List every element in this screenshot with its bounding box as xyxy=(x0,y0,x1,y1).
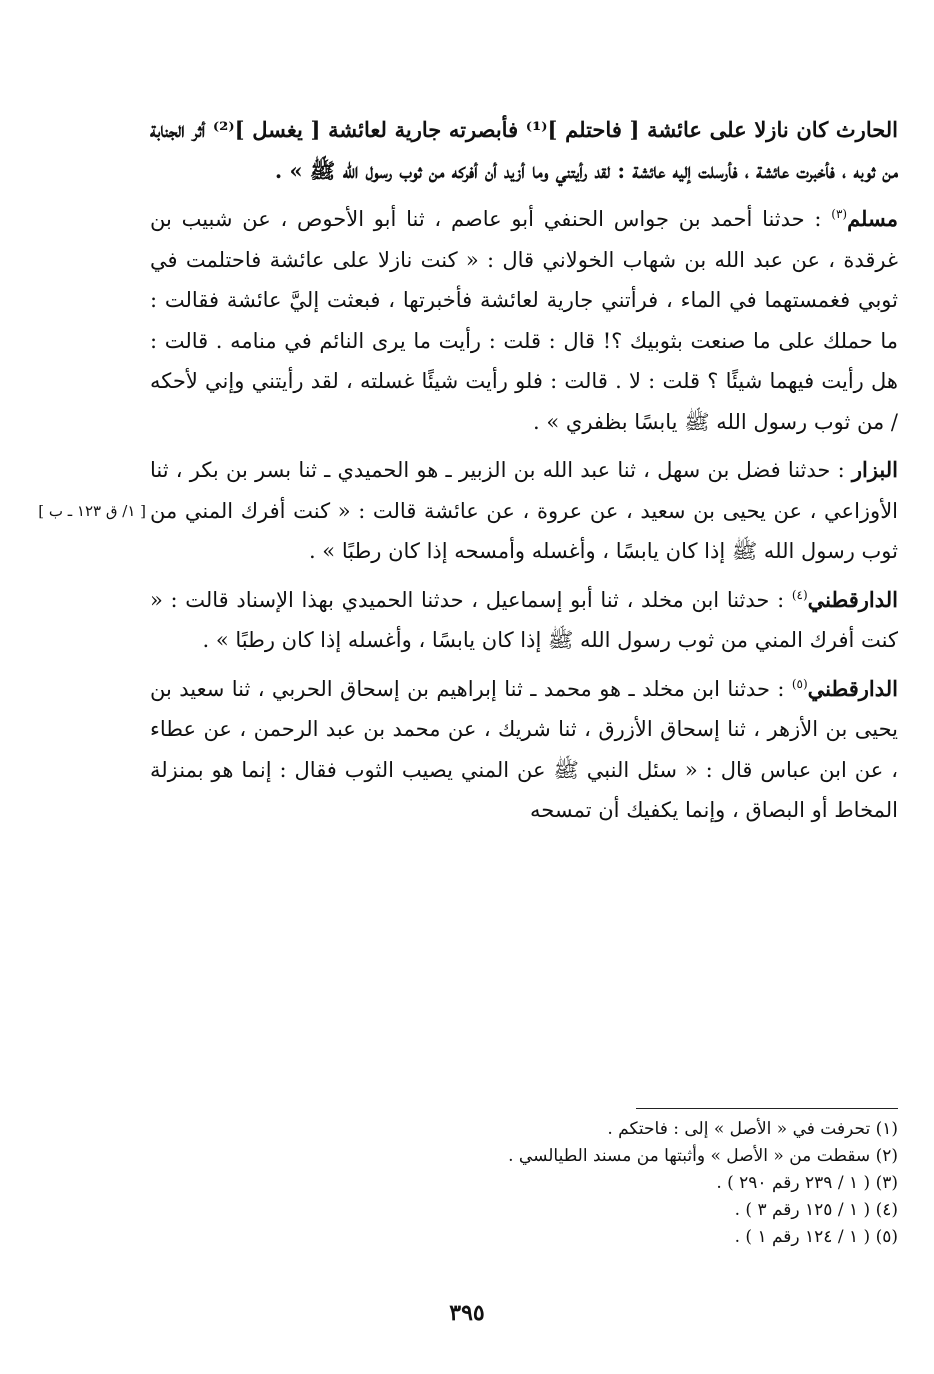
paragraph-5-footnote-ref: (٥) xyxy=(791,676,808,691)
footnote-separator xyxy=(636,1108,898,1109)
paragraph-3-body: : حدثنا فضل بن سهل ، ثنا عبد الله بن الزبير ـ هو الحميدي ـ ثنا بسر بن بكر ، ثنا الأوزاعي ، عن يحيى بن سعيد ، عن عروة ، عن عائشة قالت : « كنت أفرك المني من ثوب رسول الله ﷺ إذا كان يابسًا ، وأغسله وأمسحه إذا كان رطبًا » . xyxy=(150,458,899,563)
footnote-3: (٣) ( ١ / ٢٣٩ رقم ٢٩٠ ) . xyxy=(716,1173,898,1193)
footnotes xyxy=(150,1116,898,1251)
paragraph-3-lead: البزار xyxy=(851,457,898,482)
paragraph-5-body: : حدثنا ابن مخلد ـ هو محمد ـ ثنا إبراهيم بن إسحاق الحربي ، ثنا سعيد بن يحيى بن الأزهر ، ثنا إسحاق الأزرق ، ثنا شريك ، عن محمد بن عبد الرحمن ، عن عطاء ، عن ابن عباس قال : « سئل النبي ﷺ عن المني يصيب الثوب فقال : إنما هو بمنزلة المخاط أو البصاق ، وإنما يكفيك أن تمسحه xyxy=(150,676,898,822)
margin-manuscript-reference: [ ١/ ق ١٢٣ ـ ب ] xyxy=(38,502,146,520)
paragraph-1-body: الحارث كان نازلا على عائشة [ فاحتلم ]⁽¹⁾ فأبصرته جارية لعائشة [ يغسل ]⁽²⁾ أثر الجنابة من ثوبه ، فأخبرت عائشة ، فأرسلت إليه عائشة : لقد رأيتني وما أزيد أن أفركه من ثوب رسول الله ﷺ » . xyxy=(150,117,899,183)
paragraph-5 xyxy=(150,669,898,831)
paragraph-4-body: : حدثنا ابن مخلد ، ثنا أبو إسماعيل ، حدثنا الحميدي بهذا الإسناد قالت : « كنت أفرك المني من ثوب رسول الله ﷺ إذا كان يابسًا ، وأغسله إذا كان رطبًا » . xyxy=(150,587,898,652)
footnote-2: (٢) سقطت من « الأصل » وأثبتها من مسند الطيالسي . xyxy=(508,1146,898,1166)
paragraph-4 xyxy=(150,580,898,661)
paragraph-2-footnote-ref: (٣) xyxy=(831,207,848,221)
page-number: ٣٩٥ xyxy=(449,1300,485,1326)
paragraph-4-lead: الدارقطني xyxy=(807,586,898,612)
footnote-1: (١) تحرفت في « الأصل » إلى : فاحتكم . xyxy=(607,1119,898,1139)
footnote-4: (٤) ( ١ / ١٢٥ رقم ٣ ) . xyxy=(734,1200,898,1220)
main-text xyxy=(150,110,898,839)
footnote-5: (٥) ( ١ / ١٢٤ رقم ١ ) . xyxy=(734,1227,898,1247)
paragraph-2-body: : حدثنا أحمد بن جواس الحنفي أبو عاصم ، ثنا أبو الأحوص ، عن شبيب بن غرقدة ، عن عبد الله بن شهاب الخولاني قال : « كنت نازلا على عائشة فاحتلمت في ثوبي فغمستهما في الماء ، فرأتني جارية لعائشة فأخبرتها ، فبعثت إليَّ عائشة فقالت : ما حملك على ما صنعت بثوبيك ؟! قال : قلت : رأيت ما يرى النائم في منامه . قالت : هل رأيت فيهما شيئًا ؟ قلت : لا . قالت : فلو رأيت شيئًا غسلته ، لقد رأيتني وإني لأحكه / من ثوب رسول الله ﷺ يابسًا بظفري » . xyxy=(150,207,898,434)
paragraph-2 xyxy=(150,199,898,442)
paragraph-2-lead: مسلم xyxy=(847,206,898,231)
paragraph-5-lead: الدارقطني xyxy=(807,675,898,701)
paragraph-4-footnote-ref: (٤) xyxy=(791,587,808,602)
paragraph-1 xyxy=(150,110,898,191)
paragraph-3 xyxy=(150,450,898,572)
